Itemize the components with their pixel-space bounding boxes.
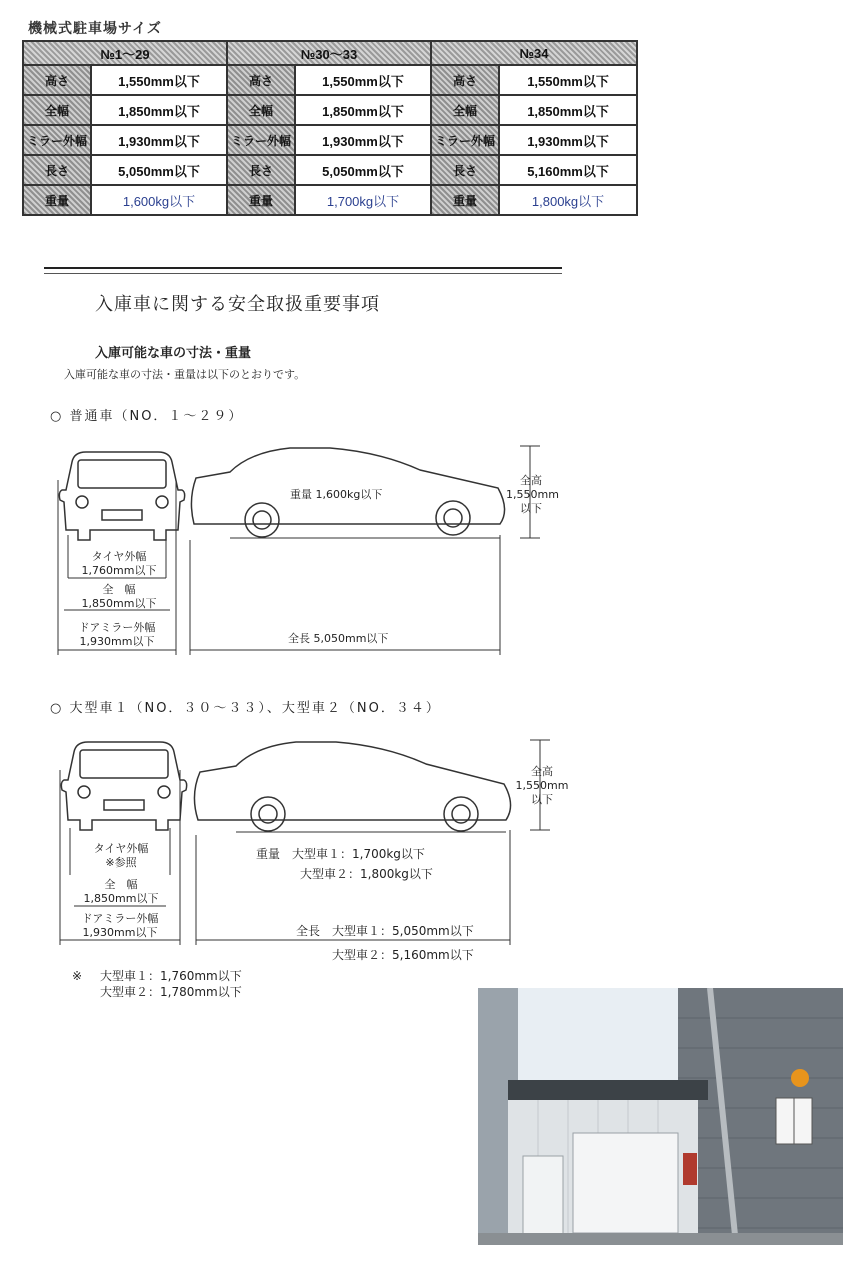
mirror-text-1: ドアミラー外幅 (81, 912, 159, 925)
section-note: 入庫可能な車の寸法・重量は以下のとおりです。 (64, 368, 306, 381)
mirror-text-2: 1,930mm以下 (79, 635, 155, 648)
footnote (100, 968, 242, 1000)
cell-value: 1,850mm以下 (295, 95, 431, 125)
cell-value: 1,550mm以下 (295, 65, 431, 95)
column-header-2: №30～33 (227, 41, 431, 65)
large-width-label (66, 878, 176, 906)
cell-value: 1,600kg以下 (91, 185, 227, 215)
large-length-label-1: 全長 大型車１：5,050mm以下 (296, 924, 474, 938)
row-label: ミラー外幅 (227, 125, 295, 155)
height-text-1: 全高 (531, 765, 553, 778)
height-text-2: 1,550mm (506, 488, 559, 501)
parking-building-photo (478, 988, 843, 1245)
width-text-1: 全 幅 (104, 878, 138, 891)
wheel-front-icon (251, 797, 285, 831)
standard-car-heading: ○ 普通車（NO．１～２９） (50, 409, 244, 424)
tire-text-1: タイヤ外幅 (91, 550, 147, 563)
standard-length-label: 全長 5,050mm以下 (288, 632, 389, 645)
cell-value: 1,930mm以下 (499, 125, 637, 155)
mirror-text-1: ドアミラー外幅 (78, 621, 156, 634)
weight-text-1: 重量 大型車１：1,700kg以下 (256, 847, 425, 861)
section-title: 入庫車に関する安全取扱重要事項 (95, 294, 380, 315)
row-label: 高さ (227, 65, 295, 95)
row-label: 重量 (431, 185, 499, 215)
footnote-mark: ※ (72, 969, 83, 983)
cell-value: 5,050mm以下 (295, 155, 431, 185)
height-text-3: 以下 (520, 502, 542, 515)
cell-value: 5,160mm以下 (499, 155, 637, 185)
weight-text-2: 大型車２：1,800kg以下 (300, 867, 433, 881)
row-label: 全幅 (431, 95, 499, 125)
height-text-2: 1,550mm (515, 779, 569, 792)
large-car-heading: ○ 大型車１（NO．３０～３３）、大型車２（NO．３４） (50, 701, 441, 716)
headlight-left-icon (78, 786, 90, 798)
cell-value: 1,550mm以下 (91, 65, 227, 95)
footnote-line-2: 大型車２：1,780mm以下 (100, 985, 242, 999)
cell-value: 1,550mm以下 (499, 65, 637, 95)
row-label: 長さ (227, 155, 295, 185)
column-header-3: №34 (431, 41, 637, 65)
row-label: ミラー外幅 (23, 125, 91, 155)
cell-value: 1,850mm以下 (499, 95, 637, 125)
width-text-1: 全 幅 (102, 583, 136, 596)
column-header-1: №1～29 (23, 41, 227, 65)
large-length-label-2: 大型車２：5,160mm以下 (332, 948, 474, 962)
tire-text-1: タイヤ外幅 (93, 842, 149, 855)
mirror-text-2: 1,930mm以下 (82, 926, 158, 939)
row-label: ミラー外幅 (431, 125, 499, 155)
width-text-2: 1,850mm以下 (81, 597, 157, 610)
standard-weight-label: 重量 1,600kg以下 (290, 488, 383, 501)
row-label: 高さ (23, 65, 91, 95)
cell-value: 1,850mm以下 (91, 95, 227, 125)
windshield-shape (80, 750, 168, 778)
wheel-rear-icon (444, 797, 478, 831)
height-text-1: 全高 (520, 474, 542, 487)
row-label: 重量 (227, 185, 295, 215)
cell-value: 1,700kg以下 (295, 185, 431, 215)
side-view-car-icon (194, 742, 510, 820)
width-text-2: 1,850mm以下 (83, 892, 159, 905)
height-text-3: 以下 (531, 793, 553, 806)
footnote-line-1: 大型車１：1,760mm以下 (100, 969, 242, 983)
plate-shape (104, 800, 144, 810)
row-label: 高さ (431, 65, 499, 95)
row-label: 全幅 (23, 95, 91, 125)
large-weight-label (256, 844, 433, 884)
large-mirror-label (58, 912, 182, 940)
row-label: 長さ (431, 155, 499, 185)
large-height-label (514, 765, 570, 807)
headlight-right-icon (158, 786, 170, 798)
cell-value: 1,800kg以下 (499, 185, 637, 215)
row-label: 全幅 (227, 95, 295, 125)
section-subtitle: 入庫可能な車の寸法・重量 (95, 346, 252, 361)
row-label: 重量 (23, 185, 91, 215)
tire-text-2: 1,760mm以下 (81, 564, 157, 577)
row-label: 長さ (23, 155, 91, 185)
cell-value: 5,050mm以下 (91, 155, 227, 185)
tire-text-2: ※参照 (105, 856, 137, 869)
cell-value: 1,930mm以下 (295, 125, 431, 155)
header-title: 機械式駐車場サイズ (28, 21, 162, 37)
cell-value: 1,930mm以下 (91, 125, 227, 155)
large-tire-label (66, 842, 176, 870)
